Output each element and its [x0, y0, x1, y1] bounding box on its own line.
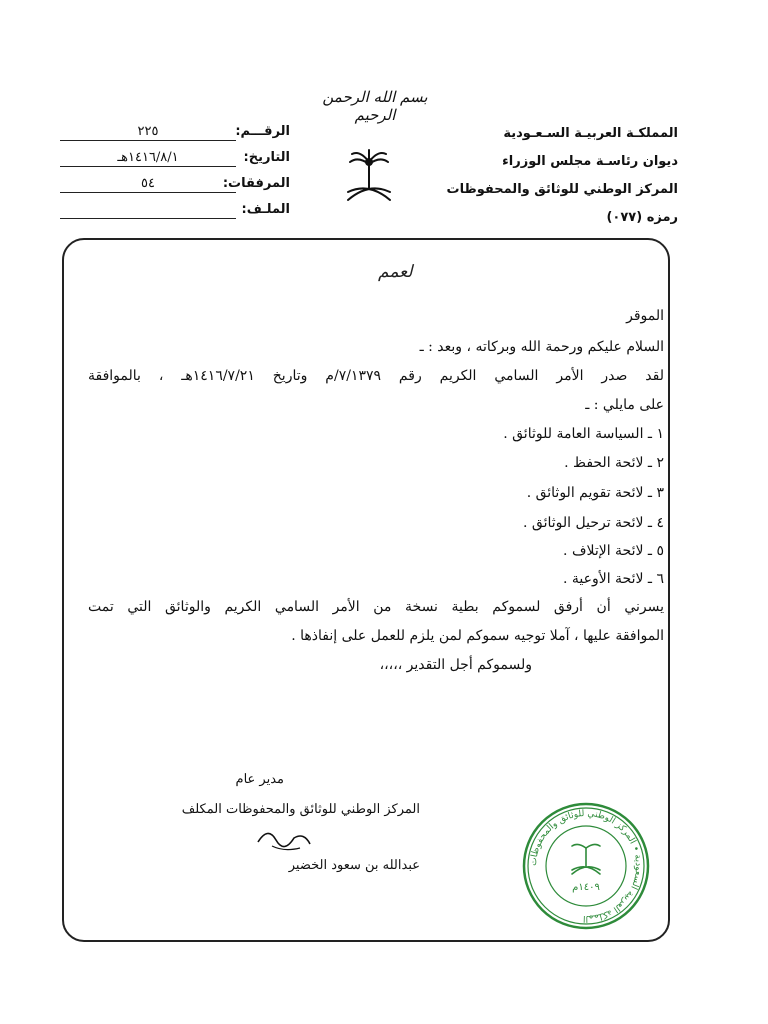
greeting: السلام عليكم ورحمة الله وبركاته ، وبعد : ـ	[419, 339, 664, 355]
meta-underline	[60, 140, 236, 141]
org-diwan: ديوان رئاسـة مجلس الوزراء	[502, 154, 678, 169]
list-item: ٥ ـ لائحة الإتلاف .	[563, 543, 664, 559]
list-item: ٤ ـ لائحة ترحيل الوثائق .	[523, 515, 664, 531]
addressee: الموقر	[626, 308, 664, 324]
list-item: ٣ ـ لائحة تقويم الوثائق .	[526, 485, 664, 501]
org-code: رمزه (٠٧٧)	[606, 210, 678, 225]
list-item: ٦ ـ لائحة الأوعية .	[562, 571, 664, 587]
regards: ولسموكم أجل التقدير ،،،،،	[379, 657, 532, 673]
handwritten-note: لعمم	[378, 262, 413, 282]
meta-underline	[60, 218, 236, 219]
signatory-name: عبدالله بن سعود الخضير	[288, 858, 420, 873]
signatory-title: مدير عام	[235, 772, 284, 787]
intro-line-1: لقد صدر الأمر السامي الكريم رقم ٧/١٣٧٩/م وتاريخ ١٤١٦/٧/٢١هـ ، بالموافقة	[88, 368, 664, 384]
stamp-ring-text: المملكة العربية السعودية • المركز الوطني للوثائق والمحفوظات	[528, 808, 644, 924]
list-item: ١ ـ السياسة العامة للوثائق .	[503, 426, 664, 442]
signatory-org: المركز الوطني للوثائق والمحفوظات المكلف	[181, 802, 420, 817]
meta-date-row	[60, 150, 290, 176]
org-center: المركز الوطني للوثائق والمحفوظات	[446, 182, 678, 197]
org-kingdom: المملكـة العربيـة السـعـودية	[503, 126, 678, 141]
meta-underline	[60, 166, 236, 167]
meta-file-label: الملـف:	[241, 202, 290, 217]
meta-date-label: التاريخ:	[243, 150, 290, 165]
meta-attachments-value: ٥٤	[141, 176, 155, 191]
closing-line-1: يسرني أن أرفق لسموكم بطية نسخة من الأمر السامي الكريم والوثائق التي تمت	[88, 599, 664, 615]
meta-attachments-row	[60, 176, 290, 202]
organization-header	[418, 120, 678, 232]
meta-date-value: ١٤١٦/٨/١هـ	[117, 150, 179, 165]
meta-attachments-label: المرفقات:	[222, 176, 290, 191]
list-item: ٢ ـ لائحة الحفظ .	[564, 455, 664, 471]
stamp-year: ١٤٠٩م	[572, 882, 600, 893]
closing-line-2: الموافقة عليها ، آملا توجيه سموكم لمن يلزم للعمل على إنفاذها .	[291, 628, 664, 644]
meta-file-row	[60, 202, 290, 228]
meta-number-value: ٢٢٥	[137, 124, 159, 139]
meta-underline	[60, 192, 236, 193]
meta-number-label: الرقـــم:	[235, 124, 290, 139]
handwritten-signature	[254, 820, 314, 856]
official-seal-stamp	[520, 800, 652, 932]
meta-number-row	[60, 124, 290, 150]
reference-fields	[60, 124, 290, 228]
saudi-emblem-icon	[342, 148, 396, 208]
basmala-calligraphy: بسم الله الرحمن الرحيم	[322, 88, 428, 124]
intro-line-2: على مايلي : ـ	[585, 397, 664, 413]
